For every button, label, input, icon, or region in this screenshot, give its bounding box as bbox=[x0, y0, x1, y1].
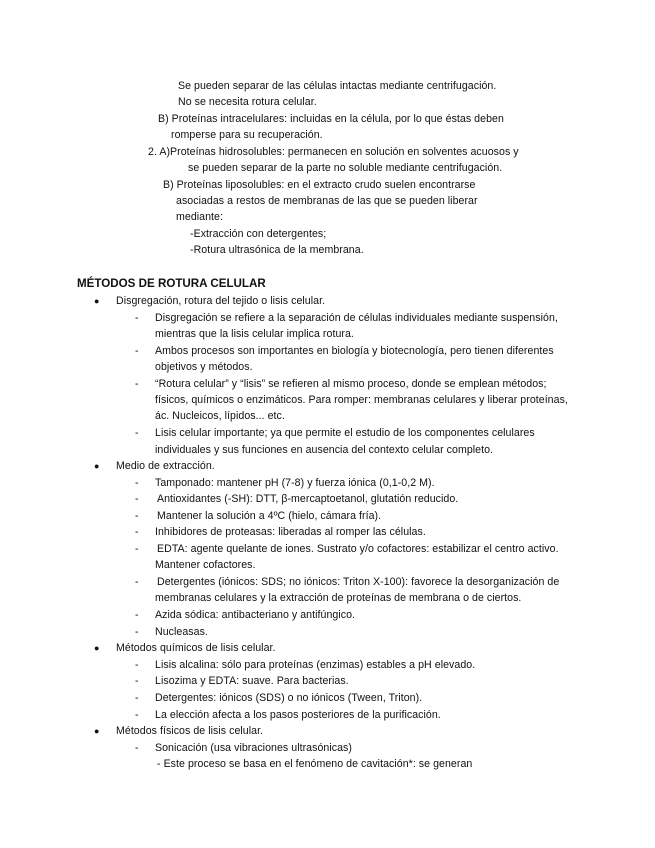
list-item-text: EDTA: agente quelante de iones. Sustrato y/o cofactores: estabilizar el centro activo. bbox=[157, 543, 559, 555]
list-item-text: Lisozima y EDTA: suave. Para bacterias. bbox=[155, 675, 349, 687]
text-line: Se pueden separar de las células intactas mediante centrifugación. bbox=[178, 80, 497, 92]
list-item-text: mientras que la lisis celular implica rotura. bbox=[155, 328, 354, 340]
text-line: romperse para su recuperación. bbox=[171, 129, 323, 141]
section-heading: MÉTODOS DE ROTURA CELULAR bbox=[77, 277, 266, 290]
list-item-text: Lisis alcalina: sólo para proteínas (enzimas) estables a pH elevado. bbox=[155, 659, 476, 671]
list-item-text: Mantener cofactores. bbox=[155, 559, 256, 571]
bullet-icon: ● bbox=[94, 726, 100, 736]
dash-icon: - bbox=[135, 659, 139, 671]
list-item-text: Ambos procesos son importantes en biología y biotecnología, pero tienen diferentes bbox=[155, 345, 554, 357]
list-item-text: objetivos y métodos. bbox=[155, 361, 253, 373]
dash-icon: - bbox=[135, 477, 139, 489]
list-item-text: Antioxidantes (-SH): DTT, β-mercaptoetanol, glutatión reducido. bbox=[157, 493, 459, 505]
text-line: B) Proteínas liposolubles: en el extracto crudo suelen encontrarse bbox=[163, 179, 476, 191]
text-line: se pueden separar de la parte no soluble mediante centrifugación. bbox=[188, 162, 503, 174]
dash-icon: - bbox=[135, 626, 139, 638]
list-item-text: Tamponado: mantener pH (7-8) y fuerza iónica (0,1-0,2 M). bbox=[155, 477, 435, 489]
dash-icon: - bbox=[135, 510, 139, 522]
dash-icon: - bbox=[135, 493, 139, 505]
dash-icon: - bbox=[135, 576, 139, 588]
list-item-text: Nucleasas. bbox=[155, 626, 208, 638]
text-line: B) Proteínas intracelulares: incluidas en la célula, por lo que éstas deben bbox=[158, 113, 504, 125]
dash-icon: - bbox=[135, 345, 139, 357]
bullet-label: Medio de extracción. bbox=[116, 460, 215, 472]
list-item-text: Detergentes: iónicos (SDS) o no iónicos (Tween, Triton). bbox=[155, 692, 423, 704]
list-item-text: Lisis celular importante; ya que permite el estudio de los componentes celulares bbox=[155, 427, 535, 439]
bullet-icon: ● bbox=[94, 643, 100, 653]
dash-icon: - bbox=[135, 543, 139, 555]
list-item-text: membranas celulares y la extracción de proteínas de membrana o de ciertos. bbox=[155, 592, 522, 604]
bullet-icon: ● bbox=[94, 296, 100, 306]
text-line: -Rotura ultrasónica de la membrana. bbox=[190, 244, 364, 256]
bullet-icon: ● bbox=[94, 461, 100, 471]
list-item-text: individuales y sus funciones en ausencia del contexto celular completo. bbox=[155, 444, 494, 456]
list-item-text: Sonicación (usa vibraciones ultrasónicas) bbox=[155, 742, 352, 754]
dash-icon: - bbox=[135, 742, 139, 754]
list-item-text: Azida sódica: antibacteriano y antifúngico. bbox=[155, 609, 356, 621]
text-line: 2. A)Proteínas hidrosolubles: permanecen en solución en solventes acuosos y bbox=[148, 146, 519, 158]
dash-icon: - bbox=[135, 692, 139, 704]
dash-icon: - bbox=[135, 312, 139, 324]
bullet-label: Métodos químicos de lisis celular. bbox=[116, 642, 276, 654]
list-item-text: ác. Nucleicos, lípidos... etc. bbox=[155, 410, 285, 422]
dash-icon: - bbox=[135, 709, 139, 721]
text-line: No se necesita rotura celular. bbox=[178, 96, 317, 108]
dash-icon: - bbox=[135, 609, 139, 621]
bullet-label: Disgregación, rotura del tejido o lisis celular. bbox=[116, 295, 326, 307]
list-item-text: “Rotura celular” y “lisis” se refieren al mismo proceso, donde se emplean métodos; bbox=[155, 378, 547, 390]
dash-icon: - bbox=[135, 427, 139, 439]
list-item-text: Disgregación se refiere a la separación de células individuales mediante suspensión, bbox=[155, 312, 558, 324]
list-item-text: La elección afecta a los pasos posteriores de la purificación. bbox=[155, 709, 441, 721]
list-item-text: Inhibidores de proteasas: liberadas al romper las células. bbox=[155, 526, 426, 538]
dash-icon: - bbox=[135, 526, 139, 538]
text-line: -Extracción con detergentes; bbox=[190, 228, 327, 240]
list-item-text: Mantener la solución a 4ºC (hielo, cámara fría). bbox=[157, 510, 382, 522]
text-line: asociadas a restos de membranas de las que se pueden liberar bbox=[176, 195, 478, 207]
list-item-text: - Este proceso se basa en el fenómeno de cavitación*: se generan bbox=[157, 758, 473, 770]
text-line: mediante: bbox=[176, 211, 223, 223]
bullet-label: Métodos físicos de lisis celular. bbox=[116, 725, 264, 737]
list-item-text: físicos, químicos o enzimáticos. Para romper: membranas celulares y liberar proteínas, bbox=[155, 394, 568, 406]
list-item-text: Detergentes (iónicos: SDS; no iónicos: Triton X-100): favorece la desorganización de bbox=[157, 576, 560, 588]
dash-icon: - bbox=[135, 675, 139, 687]
dash-icon: - bbox=[135, 378, 139, 390]
